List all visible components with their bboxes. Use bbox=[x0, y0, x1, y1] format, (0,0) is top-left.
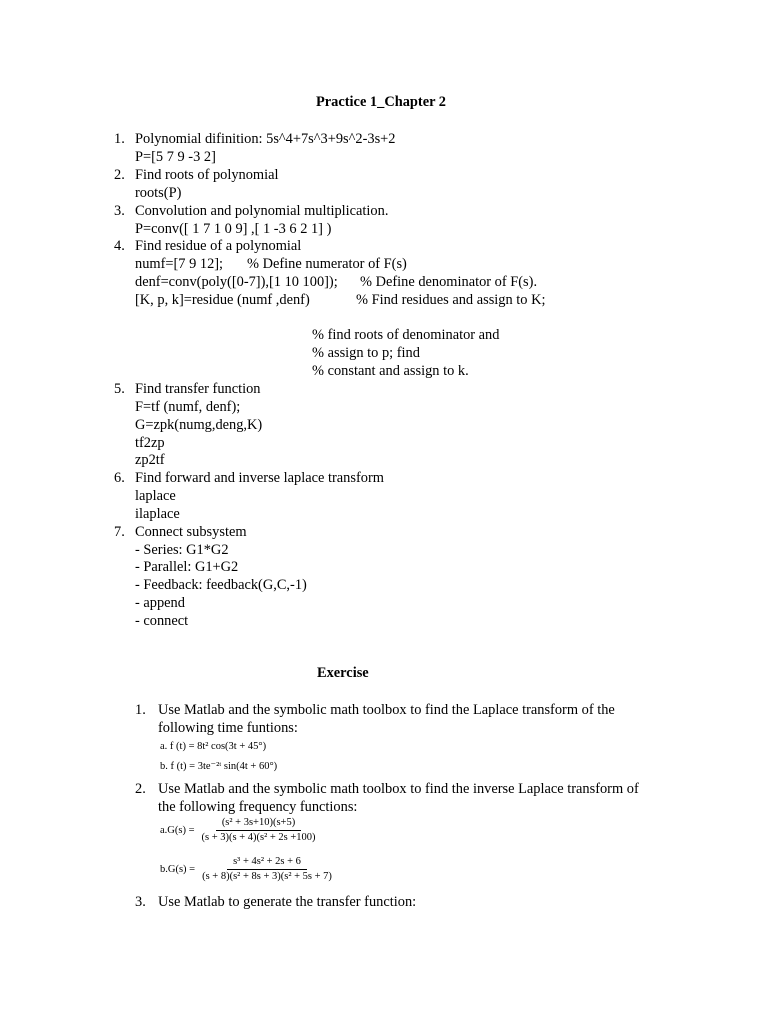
exercise-heading: Exercise bbox=[317, 665, 369, 681]
list-number: 2. bbox=[135, 781, 146, 797]
list-item-text: the following frequency functions: bbox=[158, 799, 358, 815]
code-comment: % Find residues and assign to K; bbox=[356, 292, 546, 308]
list-number: 4. bbox=[114, 238, 125, 254]
code-comment: % Define numerator of F(s) bbox=[247, 256, 407, 272]
code-line: denf=conv(poly([0-7]),[1 10 100]); bbox=[135, 274, 338, 290]
formula-denominator: (s + 8)(s² + 8s + 3)(s² + 5s + 7) bbox=[202, 871, 332, 882]
code-line: tf2zp bbox=[135, 435, 165, 451]
code-line: F=tf (numf, denf); bbox=[135, 399, 241, 415]
list-item-text: Find residue of a polynomial bbox=[135, 238, 302, 254]
list-item-text: Find roots of polynomial bbox=[135, 167, 279, 183]
list-number: 6. bbox=[114, 470, 125, 486]
list-item-text: Find transfer function bbox=[135, 381, 261, 397]
list-item-text: Polynomial difinition: 5s^4+7s^3+9s^2-3s+2 bbox=[135, 131, 396, 147]
list-item-text: Connect subsystem bbox=[135, 524, 247, 540]
code-line: ilaplace bbox=[135, 506, 180, 522]
list-number: 3. bbox=[114, 203, 125, 219]
sub-item: - Feedback: feedback(G,C,-1) bbox=[135, 577, 307, 593]
code-line: G=zpk(numg,deng,K) bbox=[135, 417, 263, 433]
code-comment: % find roots of denominator and bbox=[312, 327, 500, 343]
code-comment: % constant and assign to k. bbox=[312, 363, 469, 379]
formula-numerator: (s² + 3s+10)(s+5) bbox=[216, 817, 301, 831]
formula-f-b: b. f (t) = 3te⁻²ᵗ sin(4t + 60°) bbox=[160, 761, 278, 772]
list-item-text: Find forward and inverse laplace transform bbox=[135, 470, 384, 486]
code-line: roots(P) bbox=[135, 185, 182, 201]
code-line: P=[5 7 9 -3 2] bbox=[135, 149, 216, 165]
list-item-text: Use Matlab to generate the transfer function: bbox=[158, 894, 417, 910]
list-number: 3. bbox=[135, 894, 146, 910]
code-comment: % assign to p; find bbox=[312, 345, 420, 361]
list-number: 1. bbox=[135, 702, 146, 718]
formula-G-b bbox=[160, 856, 336, 883]
code-line: numf=[7 9 12]; bbox=[135, 256, 224, 272]
list-item-text: Use Matlab and the symbolic math toolbox to find the Laplace transform of the bbox=[158, 702, 615, 718]
list-number: 1. bbox=[114, 131, 125, 147]
list-number: 7. bbox=[114, 524, 125, 540]
formula-numerator: s³ + 4s² + 2s + 6 bbox=[227, 856, 307, 870]
list-item-text: Use Matlab and the symbolic math toolbox to find the inverse Laplace transform of bbox=[158, 781, 639, 797]
list-number: 5. bbox=[114, 381, 125, 397]
code-line: zp2tf bbox=[135, 452, 165, 468]
formula-f-a: a. f (t) = 8t² cos(3t + 45°) bbox=[160, 741, 267, 752]
formula-G-a bbox=[160, 817, 320, 844]
list-item-text: following time funtions: bbox=[158, 720, 298, 736]
sub-item: - Parallel: G1+G2 bbox=[135, 559, 239, 575]
formula-lhs: b.G(s) = bbox=[160, 864, 196, 875]
sub-item: - connect bbox=[135, 613, 189, 629]
code-line: laplace bbox=[135, 488, 176, 504]
formula-denominator: (s + 3)(s + 4)(s² + 2s +100) bbox=[201, 832, 316, 843]
sub-item: - Series: G1*G2 bbox=[135, 542, 229, 558]
code-line: [K, p, k]=residue (numf ,denf) bbox=[135, 292, 310, 308]
page-title: Practice 1_Chapter 2 bbox=[316, 94, 447, 110]
formula-lhs: a.G(s) = bbox=[160, 825, 195, 836]
list-item-text: Convolution and polynomial multiplication. bbox=[135, 203, 389, 219]
code-line: P=conv([ 1 7 1 0 9] ,[ 1 -3 6 2 1] ) bbox=[135, 221, 332, 237]
code-comment: % Define denominator of F(s). bbox=[360, 274, 538, 290]
list-number: 2. bbox=[114, 167, 125, 183]
sub-item: - append bbox=[135, 595, 185, 611]
